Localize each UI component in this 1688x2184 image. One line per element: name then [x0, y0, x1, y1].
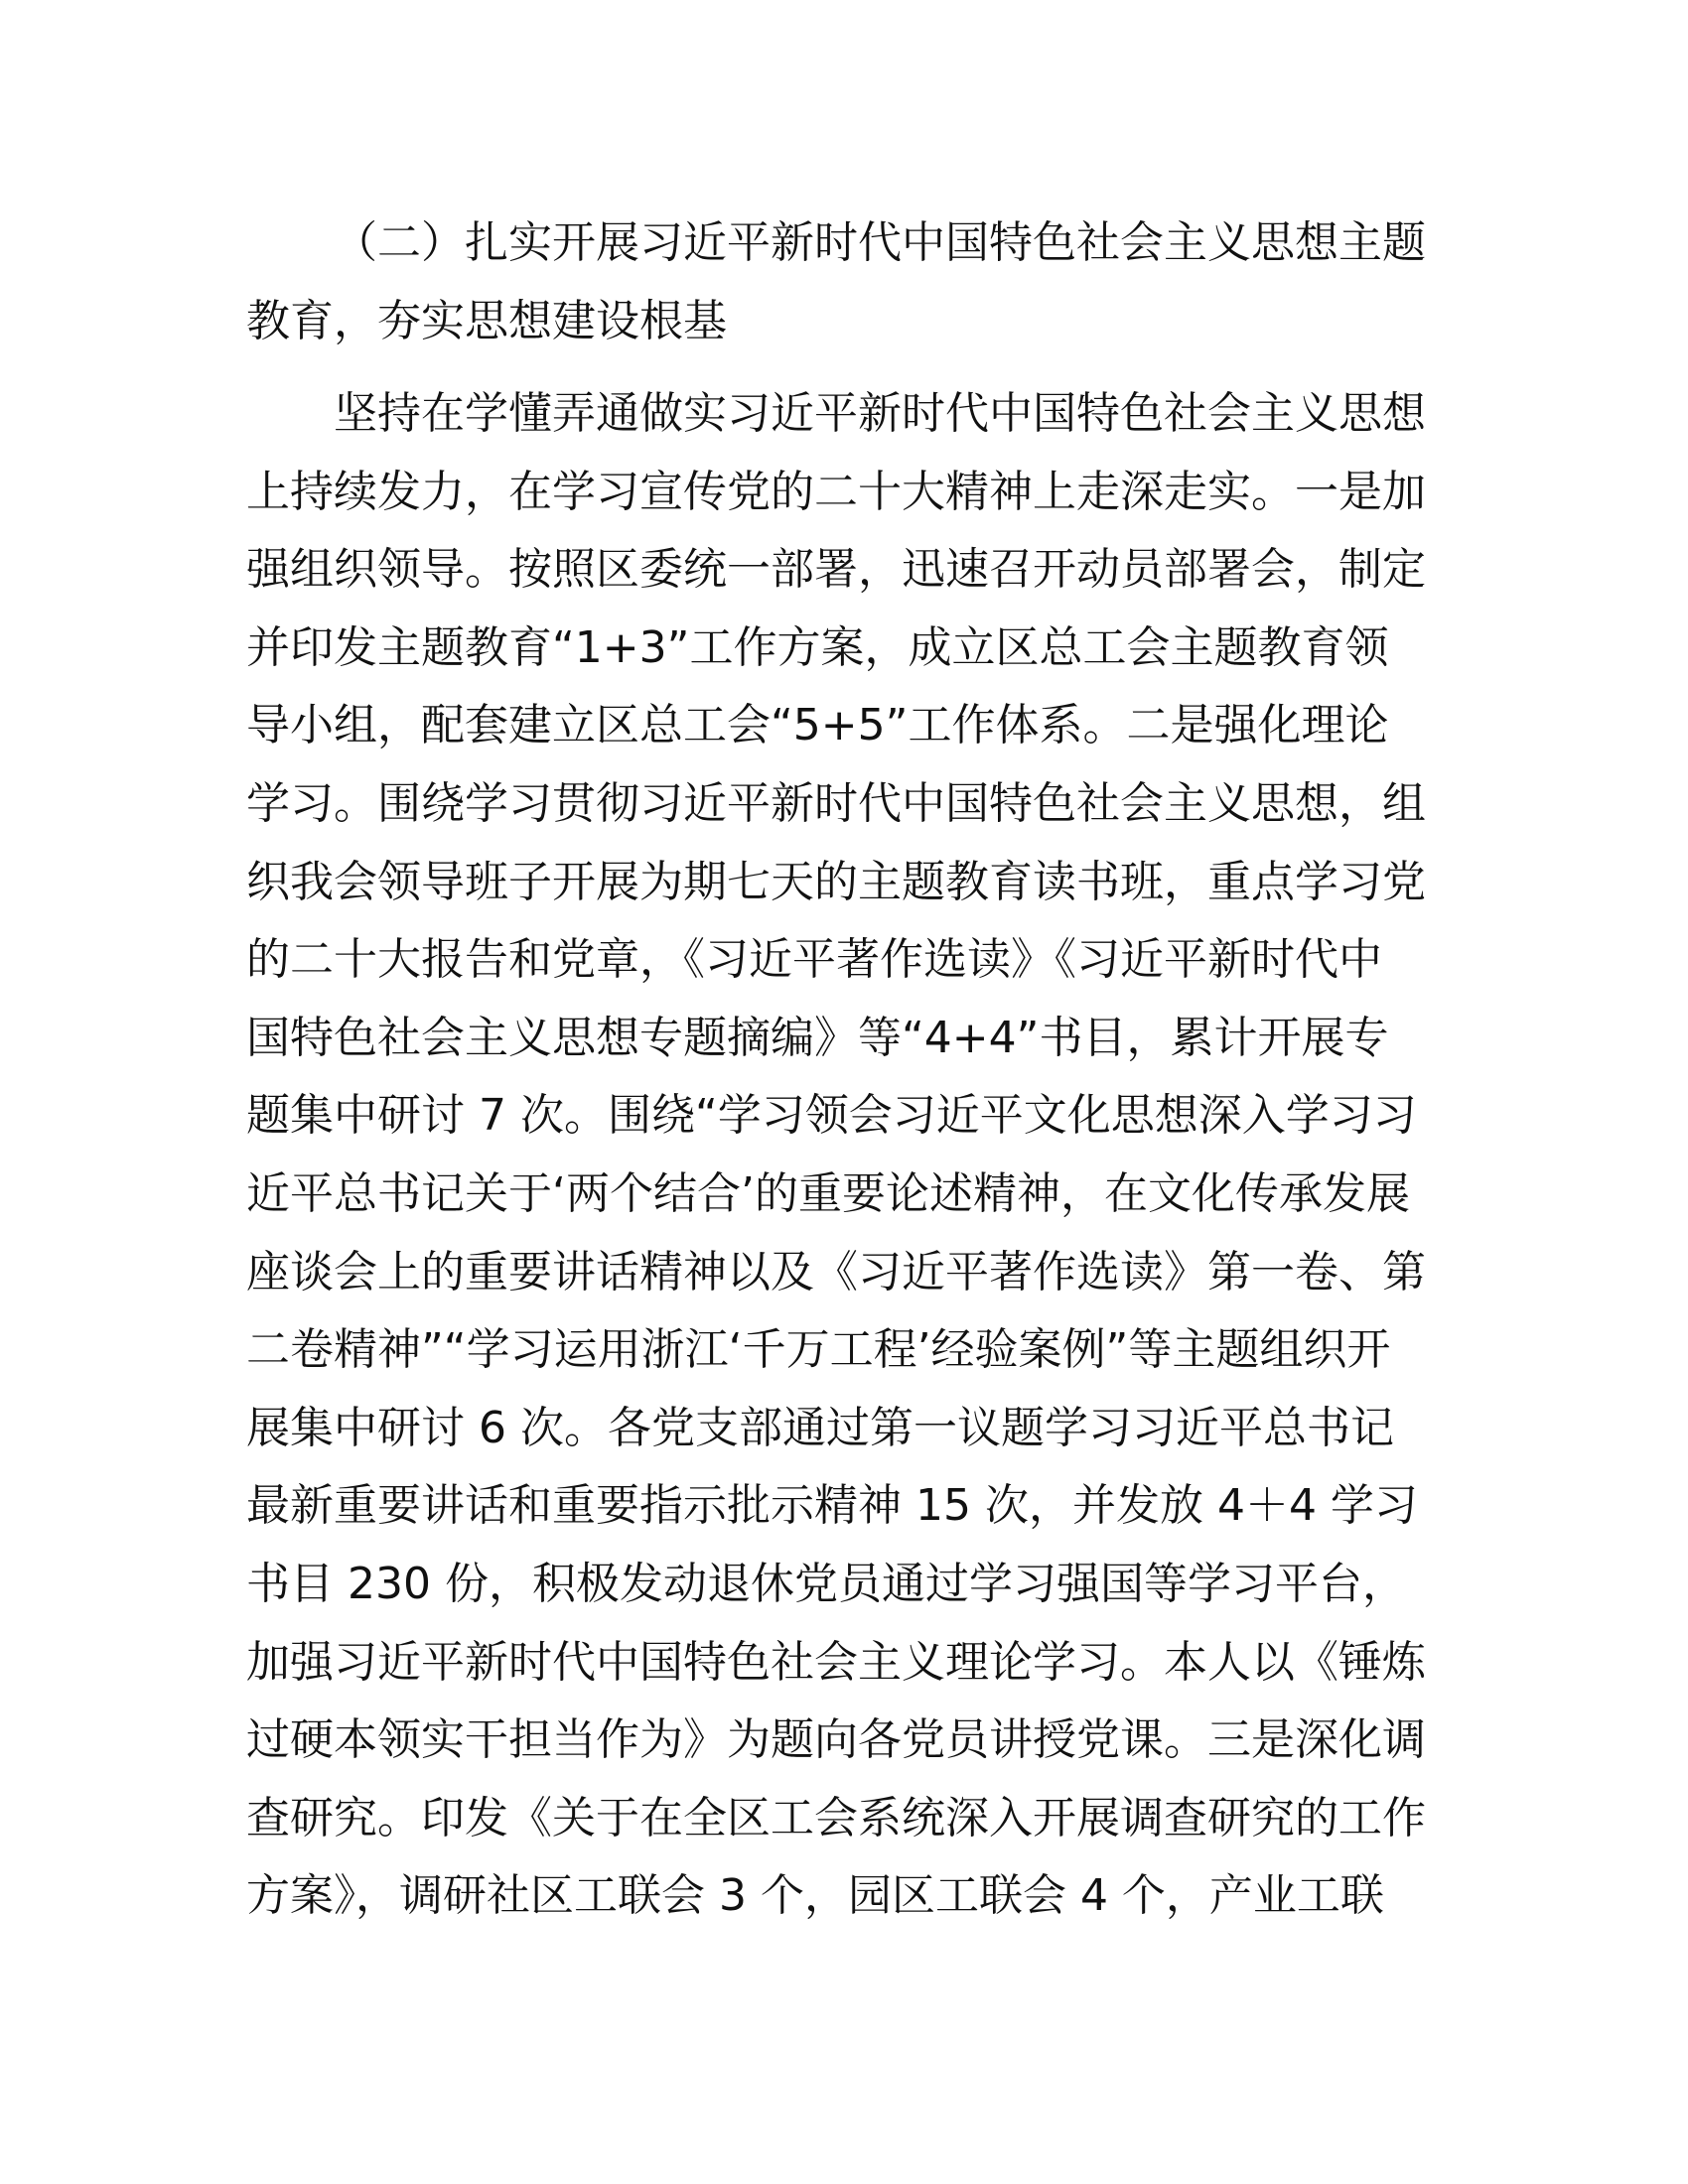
heading-line: （二）扎实开展习近平新时代中国特色社会主义思想主题 — [334, 217, 1426, 268]
paragraph-line: 题集中研讨 7 次。围绕“学习领会习近平文化思想深入学习习 — [246, 1090, 1417, 1142]
paragraph-line: 最新重要讲话和重要指示批示精神 15 次，并发放 4＋4 学习 — [246, 1480, 1418, 1532]
paragraph-line: 导小组，配套建立区总工会“5+5”工作体系。二是强化理论 — [246, 700, 1389, 751]
heading-line: 教育，夯实思想建设根基 — [246, 295, 727, 346]
paragraph-line: 国特色社会主义思想专题摘编》等“4+4”书目，累计开展专 — [246, 1012, 1389, 1063]
paragraph-line: 查研究。印发《关于在全区工会系统深入开展调查研究的工作 — [246, 1792, 1426, 1843]
paragraph-line: 方案》，调研社区工联会 3 个，园区工联会 4 个，产业工联 — [246, 1870, 1384, 1922]
paragraph-line: 展集中研讨 6 次。各党支部通过第一议题学习习近平总书记 — [246, 1402, 1394, 1453]
paragraph-line: 书目 230 份，积极发动退休党员通过学习强国等学习平台， — [246, 1558, 1406, 1609]
paragraph-line: 坚持在学懂弄通做实习近平新时代中国特色社会主义思想 — [334, 388, 1426, 439]
paragraph-line: 过硬本领实干担当作为》为题向各党员讲授党课。三是深化调 — [246, 1714, 1426, 1766]
paragraph-line: 二卷精神”“学习运用浙江‘千万工程’经验案例”等主题组织开 — [246, 1324, 1391, 1376]
paragraph-line: 强组织领导。按照区委统一部署，迅速召开动员部署会，制定 — [246, 544, 1426, 596]
paragraph-line: 学习。围绕学习贯彻习近平新时代中国特色社会主义思想，组 — [246, 777, 1426, 829]
paragraph-line: 并印发主题教育“1+3”工作方案，成立区总工会主题教育领 — [246, 621, 1389, 673]
section-heading — [246, 205, 1438, 360]
body-paragraph — [246, 375, 1438, 1936]
paragraph-line: 上持续发力，在学习宣传党的二十大精神上走深走实。一是加 — [246, 466, 1426, 517]
paragraph-line: 的二十大报告和党章，《习近平著作选读》《习近平新时代中 — [246, 934, 1382, 986]
paragraph-line: 加强习近平新时代中国特色社会主义理论学习。本人以《锤炼 — [246, 1636, 1426, 1688]
paragraph-line: 织我会领导班子开展为期七天的主题教育读书班，重点学习党 — [246, 856, 1426, 907]
paragraph-line: 近平总书记关于‘两个结合’的重要论述精神，在文化传承发展 — [246, 1167, 1410, 1219]
paragraph-line: 座谈会上的重要讲话精神以及《习近平著作选读》第一卷、第 — [246, 1246, 1426, 1297]
